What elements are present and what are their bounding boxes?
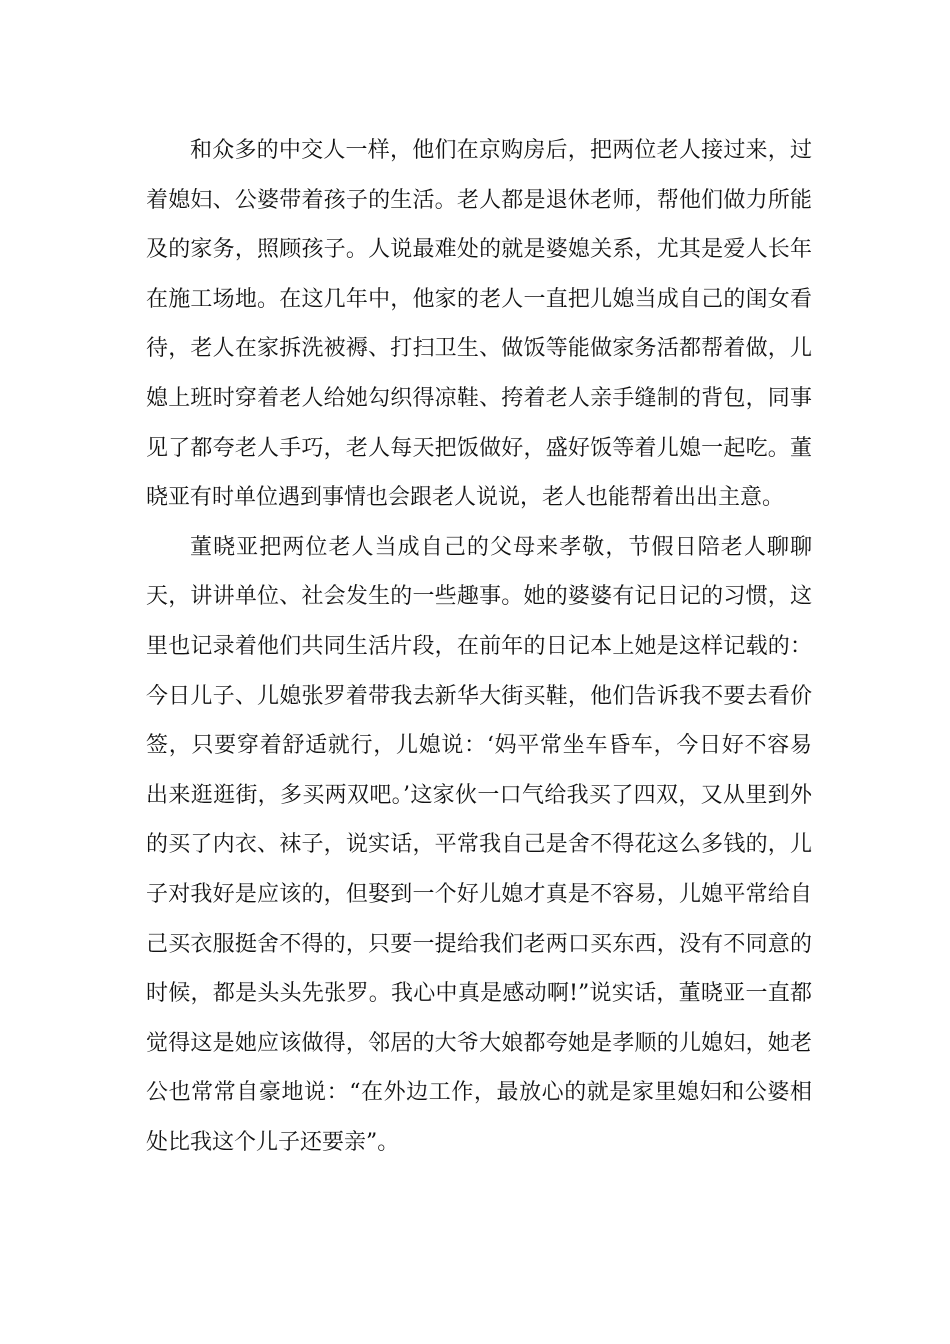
paragraph-1: 和众多的中交人一样，他们在京购房后，把两位老人接过来，过着媳妇、公婆带着孩子的生活。老人都是退休老师，帮他们做力所能及的家务，照顾孩子。人说最难处的就是婆媳关系，尤其是爱人长年在施工场地。在这几年中，他家的老人一直把儿媳当成自己的闺女看待，老人在家拆洗被褥、打扫卫生、做饭等能做家务活都帮着做，儿媳上班时穿着老人给她勾织得凉鞋、挎着老人亲手缝制的背包，同事见了都夸老人手巧，老人每天把饭做好，盛好饭等着儿媳一起吃。董晓亚有时单位遇到事情也会跟老人说说，老人也能帮着出出主意。 — [146, 138, 812, 511]
paragraph-2: 董晓亚把两位老人当成自己的父母来孝敬，节假日陪老人聊聊天，讲讲单位、社会发生的一些趣事。她的婆婆有记日记的习惯，这里也记录着他们共同生活片段，在前年的日记本上她是这样记载的：今日儿子、儿媳张罗着带我去新华大街买鞋，他们告诉我不要去看价签，只要穿着舒适就行，儿媳说：‘妈平常坐车昏车，今日好不容易出来逛逛街，多买两双吧。’这家伙一口气给我买了四双，又从里到外的买了内衣、袜子，说实话，平常我自己是舍不得花这么多钱的，儿子对我好是应该的，但娶到一个好儿媳才真是不容易，儿媳平常给自己买衣服挺舍不得的，只要一提给我们老两口买东西，没有不同意的时候，都是头头先张罗。我心中真是感动啊!”说实话，董晓亚一直都觉得这是她应该做得，邻居的大爷大娘都夸她是孝顺的儿媳妇，她老公也常常自豪地说：“在外边工作，最放心的就是家里媳妇和公婆相处比我这个儿子还要亲”。 — [146, 534, 812, 1155]
body-text — [146, 126, 812, 1167]
